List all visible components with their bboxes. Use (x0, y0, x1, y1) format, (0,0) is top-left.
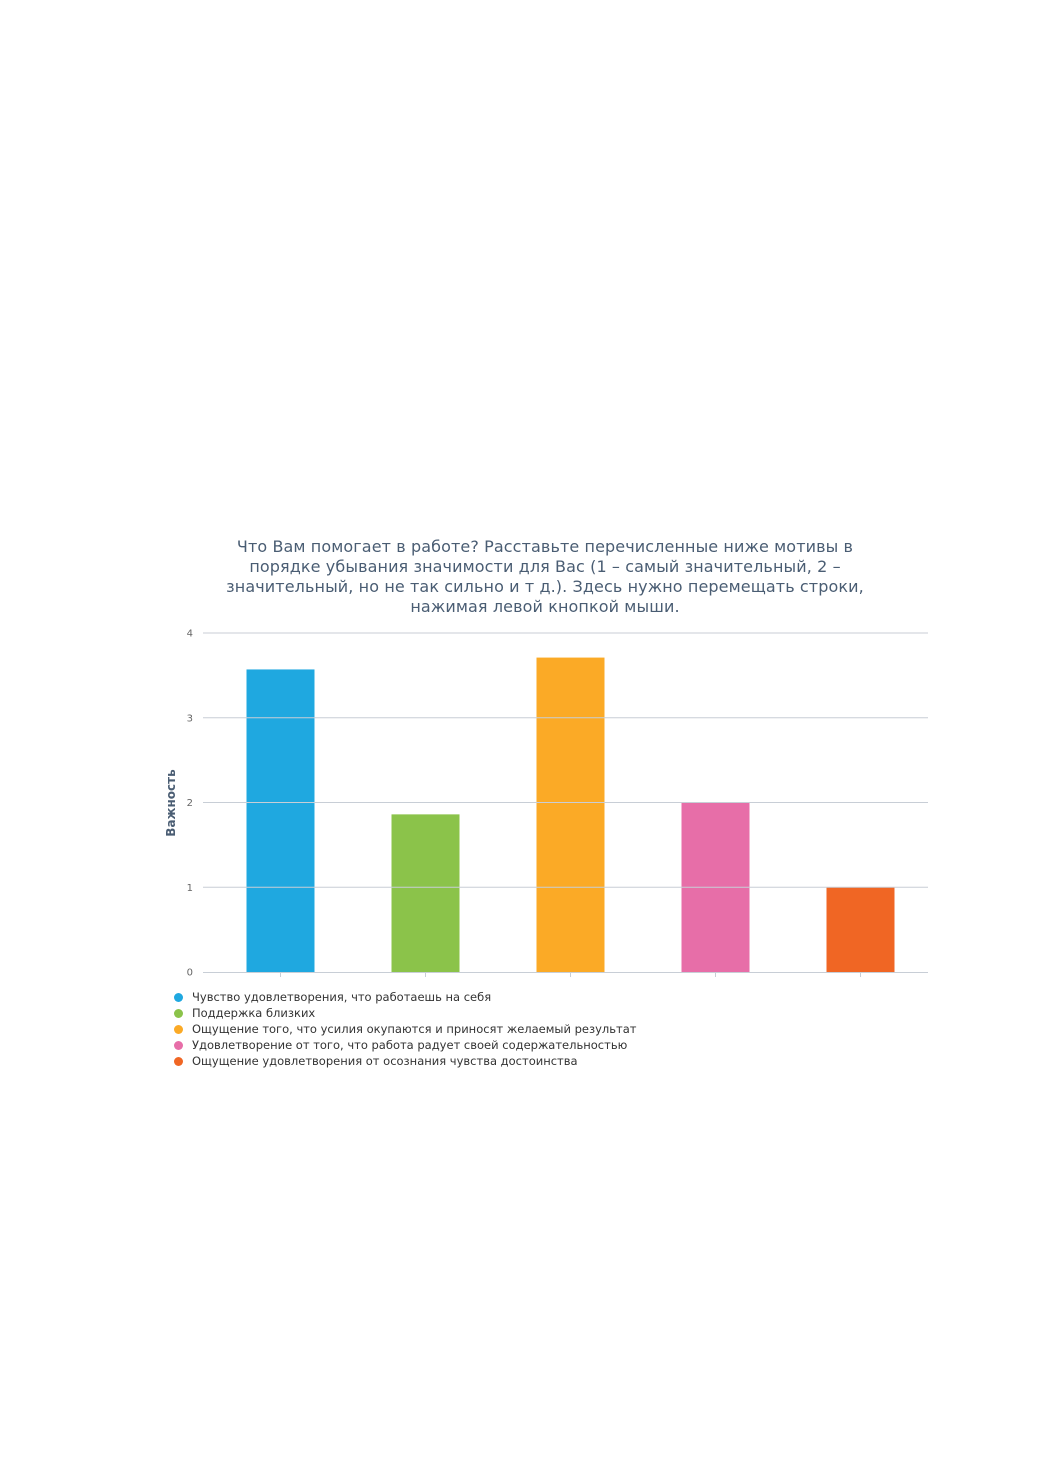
legend-label: Ощущение удовлетворения от осознания чувства достоинства (192, 1054, 578, 1068)
y-tick-label: 2 (186, 798, 193, 809)
legend-item[interactable] (174, 1005, 637, 1021)
legend-label: Поддержка близких (192, 1006, 316, 1020)
legend-item[interactable] (174, 1037, 637, 1053)
y-tick-label: 4 (186, 628, 193, 640)
bar-1 (247, 669, 315, 972)
legend-swatch (174, 1009, 183, 1018)
bar-3 (537, 658, 605, 972)
legend-swatch (174, 1025, 183, 1034)
legend-swatch (174, 1041, 183, 1050)
legend-item[interactable] (174, 989, 637, 1005)
legend-label: Удовлетворение от того, что работа радует своей содержательностью (192, 1038, 628, 1052)
legend-label: Ощущение того, что усилия окупаются и приносят желаемый результат (192, 1022, 637, 1036)
legend-swatch (174, 993, 183, 1002)
y-axis-label: Важность (164, 769, 178, 837)
legend (174, 989, 637, 1069)
legend-label: Чувство удовлетворения, что работаешь на себя (192, 990, 492, 1004)
bar-2 (392, 814, 460, 972)
bar-5 (827, 887, 895, 972)
bars (247, 658, 895, 972)
legend-swatch (174, 1057, 183, 1066)
y-tick-label: 3 (186, 713, 193, 725)
legend-item[interactable] (174, 1053, 637, 1069)
legend-item[interactable] (174, 1021, 637, 1037)
y-tick-label: 0 (186, 967, 193, 979)
y-tick-label: 1 (186, 882, 193, 894)
chart-title: Что Вам помогает в работе? Расставьте перечисленные ниже мотивы в порядке убывания значимости для Вас (1 – самый значительный, 2 – значительный, но не так сильно и т д.). Здесь нужно перемещать строки, нажимая левой кнопкой мыши. (226, 537, 864, 616)
